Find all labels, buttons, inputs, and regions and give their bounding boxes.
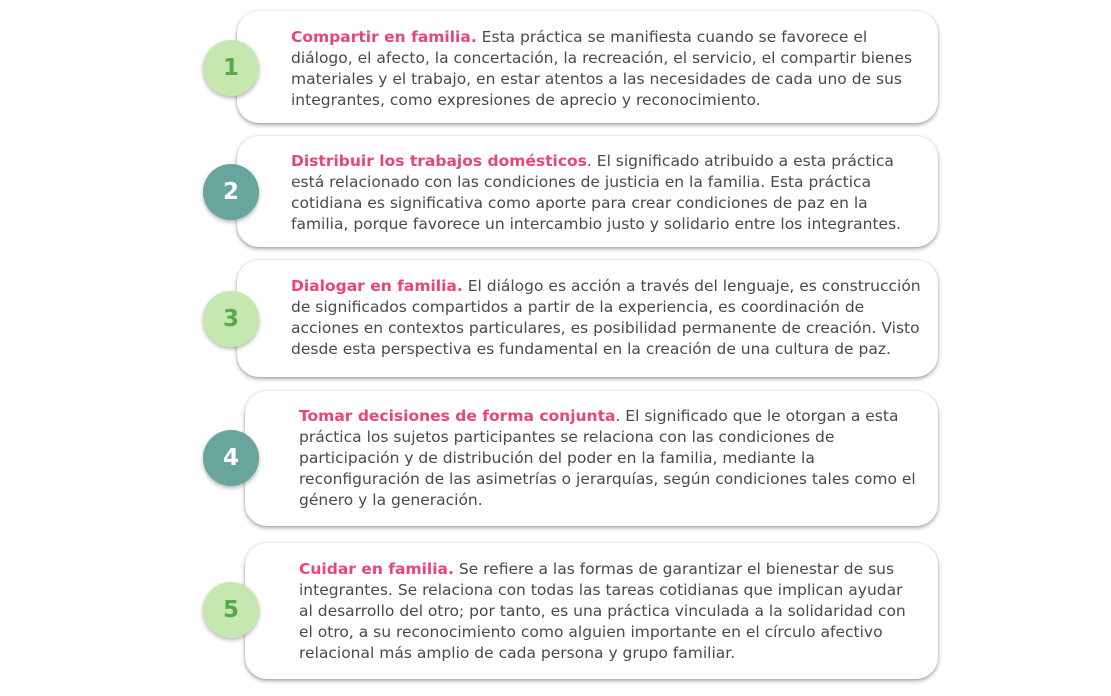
step-number-1: 1 — [222, 55, 239, 81]
practice-description-5 — [299, 559, 921, 664]
practice-title-3: Dialogar en familia. — [291, 277, 463, 295]
step-number-badge-4 — [203, 430, 259, 486]
step-number-5: 5 — [222, 597, 239, 623]
practice-title-4: Tomar decisiones de forma conjunta — [299, 407, 616, 425]
practice-title-1: Compartir en familia. — [291, 28, 477, 46]
practice-description-3 — [291, 276, 921, 360]
practice-description-1 — [291, 27, 931, 111]
practice-body-1: Esta práctica se manifiesta cuando se favorece el diálogo, el afecto, la concertación, la recreación, el servicio, el compartir bienes materiales y el trabajo, en estar atentos a las necesidades de cada uno de sus integrantes, como expresiones de aprecio y reconocimiento. — [291, 28, 913, 109]
practice-body-4: . El significado que le otorgan a esta práctica los sujetos participantes se relaciona con las condiciones de participación y de distribución del poder en la familia, mediante la reconfiguración de las asimetrías o jerarquías, según condiciones tales como el género y la generación. — [299, 407, 916, 509]
step-number-badge-3 — [203, 291, 259, 347]
practice-body-5: Se refiere a las formas de garantizar el bienestar de sus integrantes. Se relaciona con todas las tareas cotidianas que implican ayudar al desarrollo del otro; por tanto, es una práctica vinculada a la solidaridad con el otro, a su reconocimiento como alguien importante en el círculo afectivo relacional más amplio de cada persona y grupo familiar. — [299, 560, 906, 662]
practice-body-2: . El significado atribuido a esta práctica está relacionado con las condiciones de justicia en la familia. Esta práctica cotidiana es significativa como aporte para crear condiciones de paz en la familia, porque favorece un intercambio justo y solidario entre los integrantes. — [291, 152, 902, 233]
step-number-badge-5 — [203, 582, 259, 638]
step-number-2: 2 — [222, 179, 239, 205]
step-number-3: 3 — [222, 306, 239, 332]
practice-description-4 — [299, 406, 921, 511]
practice-title-2: Distribuir los trabajos domésticos — [291, 152, 587, 170]
practice-description-2 — [291, 151, 921, 235]
practice-body-3: El diálogo es acción a través del lenguaje, es construcción de significados compartidos a partir de la experiencia, es coordinación de acciones en contextos particulares, es posibilidad permanente de creación. Visto desde esta perspectiva es fundamental en la creación de una cultura de paz. — [291, 277, 921, 358]
step-number-4: 4 — [222, 445, 239, 471]
step-number-badge-1 — [203, 40, 259, 96]
step-number-badge-2 — [203, 164, 259, 220]
practice-title-5: Cuidar en familia. — [299, 560, 454, 578]
